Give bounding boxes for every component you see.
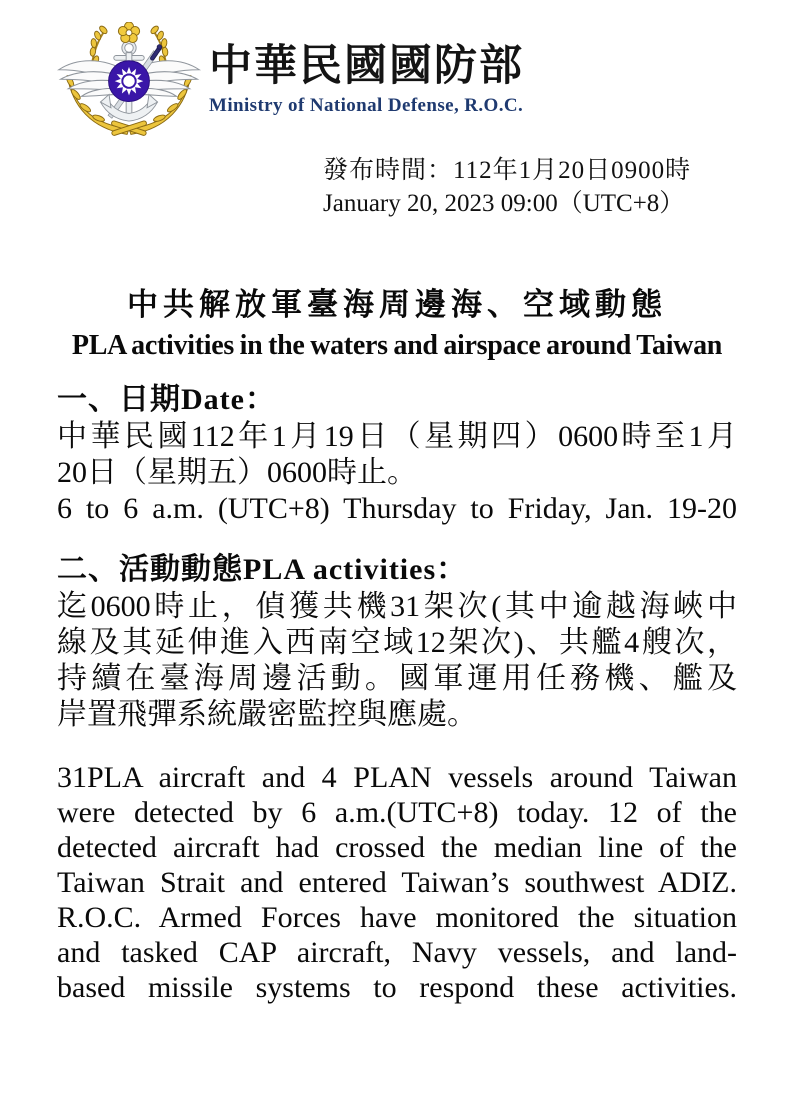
english-summary-line: 31PLA aircraft and 4 PLAN vessels around Taiwan	[57, 761, 737, 794]
release-time-block	[323, 154, 691, 220]
section-date-line: 6 to 6 a.m. (UTC+8) Thursday to Friday, Jan. 19-20	[57, 492, 737, 525]
english-summary-line: based missile systems to respond these activities.	[57, 971, 737, 1004]
section-date-heading: 一、日期Date：	[57, 383, 276, 416]
section-activities-line: 岸置飛彈系統嚴密監控與應處。	[57, 698, 477, 731]
english-summary-line: and tasked CAP aircraft, Navy vessels, and land-	[57, 936, 737, 969]
section-activities-heading: 二、活動動態PLA activities：	[57, 553, 468, 586]
header-brand	[53, 22, 524, 151]
section-activities-line: 線及其延伸進入西南空域12架次)、共艦4艘次，	[57, 626, 737, 659]
org-name-zh: 中華民國國防部	[209, 43, 524, 90]
plum-blossom	[118, 22, 139, 43]
section-activities-line: 持續在臺海周邊活動。國軍運用任務機、艦及	[57, 662, 737, 695]
document-title	[57, 279, 737, 362]
release-time-en: January 20, 2023 09:00（UTC+8）	[323, 190, 685, 217]
org-title-block	[209, 22, 524, 117]
mnd-roc-emblem-icon	[53, 22, 205, 151]
english-summary-line: detected aircraft had crossed the median line of the	[57, 831, 737, 864]
sun-disc	[109, 61, 150, 102]
section-activities-line: 迄0600時止，偵獲共機31架次(其中逾越海峽中	[57, 590, 737, 623]
english-summary-line: R.O.C. Armed Forces have monitored the situation	[57, 901, 737, 934]
document-title-zh: 中共解放軍臺海周邊海、空域動態	[127, 287, 667, 322]
section-date-line: 20日（星期五）0600時止。	[57, 456, 417, 489]
english-summary-line: Taiwan Strait and entered Taiwan’s southwest ADIZ.	[57, 866, 737, 899]
document-title-en: PLA activities in the waters and airspace around Taiwan	[71, 330, 723, 361]
english-summary-line: were detected by 6 a.m.(UTC+8) today. 12 of the	[57, 796, 737, 829]
english-summary	[57, 760, 737, 1005]
section-date-line: 中華民國112年1月19日（星期四）0600時至1月	[57, 420, 737, 453]
section-activities	[57, 551, 737, 733]
section-date	[57, 381, 737, 527]
release-time-zh: 發布時間：112年1月20日0900時	[323, 157, 692, 184]
org-name-en: Ministry of National Defense, R.O.C.	[209, 95, 524, 116]
